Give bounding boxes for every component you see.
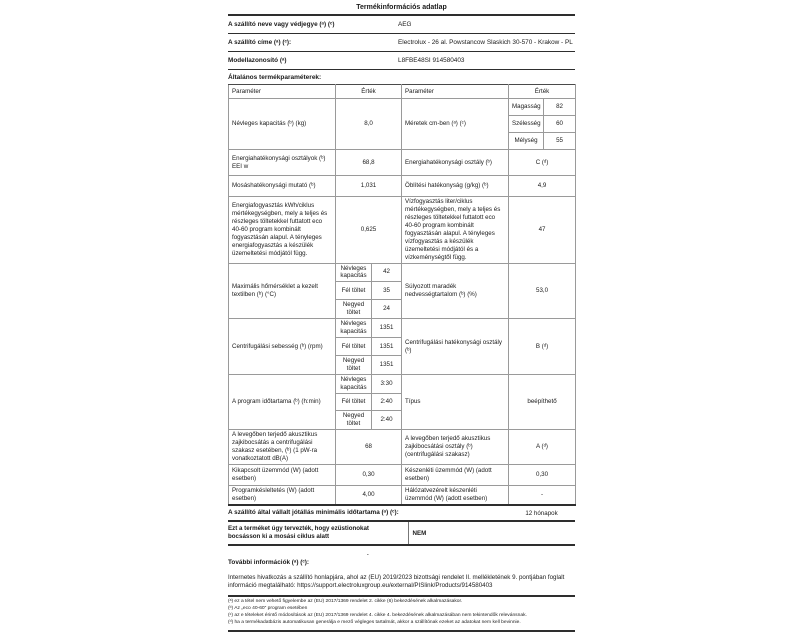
supplier-address-label: A szállító címe (ᵃ) (ᶜ):: [228, 38, 292, 46]
guarantee-row: [228, 506, 575, 522]
table-row: [229, 150, 576, 176]
supplier-address-row: [228, 34, 575, 52]
param-label: Öblítési hatékonyság (g/kg) (ᵇ): [402, 176, 509, 197]
param-value: 53,0: [509, 263, 576, 319]
guarantee-label: A szállító által vállalt jótállás minimális időtartama (ᵃ) (ᶜ):: [228, 509, 399, 516]
param-value: beépíthető: [509, 375, 576, 430]
header-value2: Érték: [509, 85, 576, 99]
sub-param-value: 1351: [372, 338, 402, 356]
dimension-value: 82: [544, 99, 576, 116]
footnote-d: (ᵈ) ha a termékadatbázis automatikusan generálja e mező végleges tartalmát, akkor a szállítónak ezeket az adatokat nem kell bevinnie.: [228, 619, 521, 625]
model-identifier-value: L8FBE48SI 914580403: [398, 56, 465, 64]
param-value: 68,8: [336, 150, 402, 176]
sub-param-label: Fél töltet: [336, 338, 372, 356]
param-label: A levegőben terjedő akusztikus zajkibocsátás a centrifugálási szakasz esetében, (ᵇ) (1 pW-ra vonatkoztatott dB(A): [229, 429, 336, 464]
param-value: 0,30: [336, 464, 402, 485]
param-label: Típus: [402, 375, 509, 430]
param-value: 0,625: [336, 197, 402, 264]
sub-param-value: 2:40: [372, 393, 402, 410]
sub-param-value: 24: [372, 300, 402, 319]
footnote-b: (ᵇ) Az „eco 40-60” program esetében: [228, 606, 308, 612]
header-param1: Paraméter: [229, 85, 336, 99]
dimension-value: 55: [544, 133, 576, 150]
param-value: C (ᵈ): [509, 150, 576, 176]
sub-param-value: 1351: [372, 319, 402, 338]
page-title: Termékinformációs adatlap: [228, 4, 575, 16]
sub-param-value: 42: [372, 263, 402, 282]
param-label: Vízfogyasztás liter/ciklus mértékegységben, mely a teljes és részleges töltetekkel futtatott eco 40-60 program kombinált fogyasztásán alapul. A tényleges vízfogyasztás a készülék üzemeltetési módjától és a vízkeménységtől függ.: [402, 197, 509, 264]
param-value: 1,031: [336, 176, 402, 197]
param-label: A program időtartama (ᵇ) (h:min): [229, 375, 336, 430]
footnote-c: (ᶜ) az e tételeket érintő módosítások az (EU) 2017/1369 rendelet 4. cikke 4. bekezdésének alkalmazásában nem tekintendők relevánsnak.: [228, 612, 527, 618]
sub-param-value: 35: [372, 282, 402, 300]
dimension-label: Magasság: [509, 99, 544, 116]
table-row: [229, 485, 576, 505]
dimension-label: Szélesség: [509, 116, 544, 133]
param-label: Névleges kapacitás (ᵇ) (kg): [229, 99, 336, 150]
table-row: [229, 197, 576, 264]
footnote-a: (ᵃ) ez a tétel nem vehető figyelembe az (EU) 2017/1369 rendelet 2. cikke (6) bekezdésének alkalmazásakor.: [228, 599, 463, 605]
sub-param-value: 2:40: [372, 410, 402, 429]
supplier-name-value: AEG: [398, 20, 412, 28]
param-value: B (ᵈ): [509, 319, 576, 375]
supplier-name-label: A szállító neve vagy védjegye (ᵃ) (ᶜ): [228, 20, 335, 28]
sub-param-label: Fél töltet: [336, 393, 372, 410]
additional-info-value: -: [366, 551, 369, 559]
dimension-label: Mélység: [509, 133, 544, 150]
sub-param-value: 1351: [372, 356, 402, 375]
param-value: 8,0: [336, 99, 402, 150]
param-label: A levegőben terjedő akusztikus zajkibocsátási osztály (ᵇ) (centrifugálási szakasz): [402, 429, 509, 464]
sub-param-label: Negyed töltet: [336, 300, 372, 319]
param-label: Centrifugálási sebesség (ᵇ) (rpm): [229, 319, 336, 375]
table-row: [229, 375, 576, 394]
supplier-address-value: Electrolux - 26 al. Powstancow Slaskich 30-570 - Krakow - PL: [398, 38, 573, 46]
sub-param-label: Negyed töltet: [336, 410, 372, 429]
silver-ions-value: NEM: [412, 529, 427, 537]
table-row: [229, 176, 576, 197]
param-label: Méretek cm-ben (ᵃ) (ᶜ): [402, 99, 509, 150]
sub-param-label: Névleges kapacitás: [336, 375, 372, 394]
section-heading: Általános termékparaméterek:: [228, 74, 322, 81]
guarantee-value: 12 hónapok: [525, 509, 558, 517]
param-label: Súlyozott maradék nedvességtartalom (ᵇ) (%): [402, 263, 509, 319]
footnotes: [228, 597, 575, 631]
param-value: 0,30: [509, 464, 576, 485]
model-identifier-label: Modellazonosító (ᵃ): [228, 56, 287, 64]
param-label: Programkésleltetés (W) (adott esetben): [229, 485, 336, 505]
table-row: [229, 319, 576, 338]
model-identifier-row: [228, 52, 575, 70]
table-row: [229, 464, 576, 485]
sub-param-value: 3:30: [372, 375, 402, 394]
header-param2: Paraméter: [402, 85, 509, 99]
silver-ions-row: [228, 522, 575, 546]
silver-ions-label: Ezt a terméket úgy tervezték, hogy ezüstionokat bocsásson ki a mosási ciklus alatt: [228, 522, 409, 544]
table-row: [229, 263, 576, 282]
sub-param-label: Negyed töltet: [336, 356, 372, 375]
param-value: 4,9: [509, 176, 576, 197]
additional-info-row: [228, 546, 575, 571]
sub-param-label: Fél töltet: [336, 282, 372, 300]
param-value: 4,00: [336, 485, 402, 505]
table-row: [229, 429, 576, 464]
param-label: Maximális hőmérséklet a kezelt textilben (ᵇ) (°C): [229, 263, 336, 319]
sub-param-label: Névleges kapacitás: [336, 319, 372, 338]
general-parameters-table: [228, 84, 576, 506]
header-value1: Érték: [336, 85, 402, 99]
supplier-weblink-text: Internetes hivatkozás a szállító honlapjára, ahol az (EU) 2019/2023 bizottsági rendelet II. mellékletének 9. pontjában foglalt információ megtalálható: https://support.electroluxgroup.eu/external/PISlink/Products/914580403: [228, 571, 575, 597]
param-label: Készenléti üzemmód (W) (adott esetben): [402, 464, 509, 485]
table-header-row: [229, 85, 576, 99]
additional-info-label: További információk (ᵃ) (ᶜ):: [228, 559, 310, 567]
param-label: Centrifugálási hatékonysági osztály (ᵇ): [402, 319, 509, 375]
product-fiche: [228, 4, 575, 632]
param-value: A (ᵈ): [509, 429, 576, 464]
param-value: 68: [336, 429, 402, 464]
sub-param-label: Névleges kapacitás: [336, 263, 372, 282]
table-row: [229, 99, 576, 116]
param-label: Hálózatvezérelt készenléti üzemmód (W) (adott esetben): [402, 485, 509, 505]
param-label: Kikapcsolt üzemmód (W) (adott esetben): [229, 464, 336, 485]
param-value: -: [509, 485, 576, 505]
param-label: Mosáshatékonysági mutató (ᵇ): [229, 176, 336, 197]
dimension-value: 60: [544, 116, 576, 133]
param-label: Energiahatékonysági osztály (ᵇ): [402, 150, 509, 176]
param-label: Energiafogyasztás kWh/ciklus mértékegységben, mely a teljes és részleges töltetekkel futtatott eco 40-60 program kombinált fogyasztásán alapul. A tényleges energiafogyasztás a készülék üzemeltetési módjától függ.: [229, 197, 336, 264]
param-value: 47: [509, 197, 576, 264]
supplier-name-row: [228, 16, 575, 34]
param-label: Energiahatékonysági osztályok (ᵇ) EEI w: [229, 150, 336, 176]
